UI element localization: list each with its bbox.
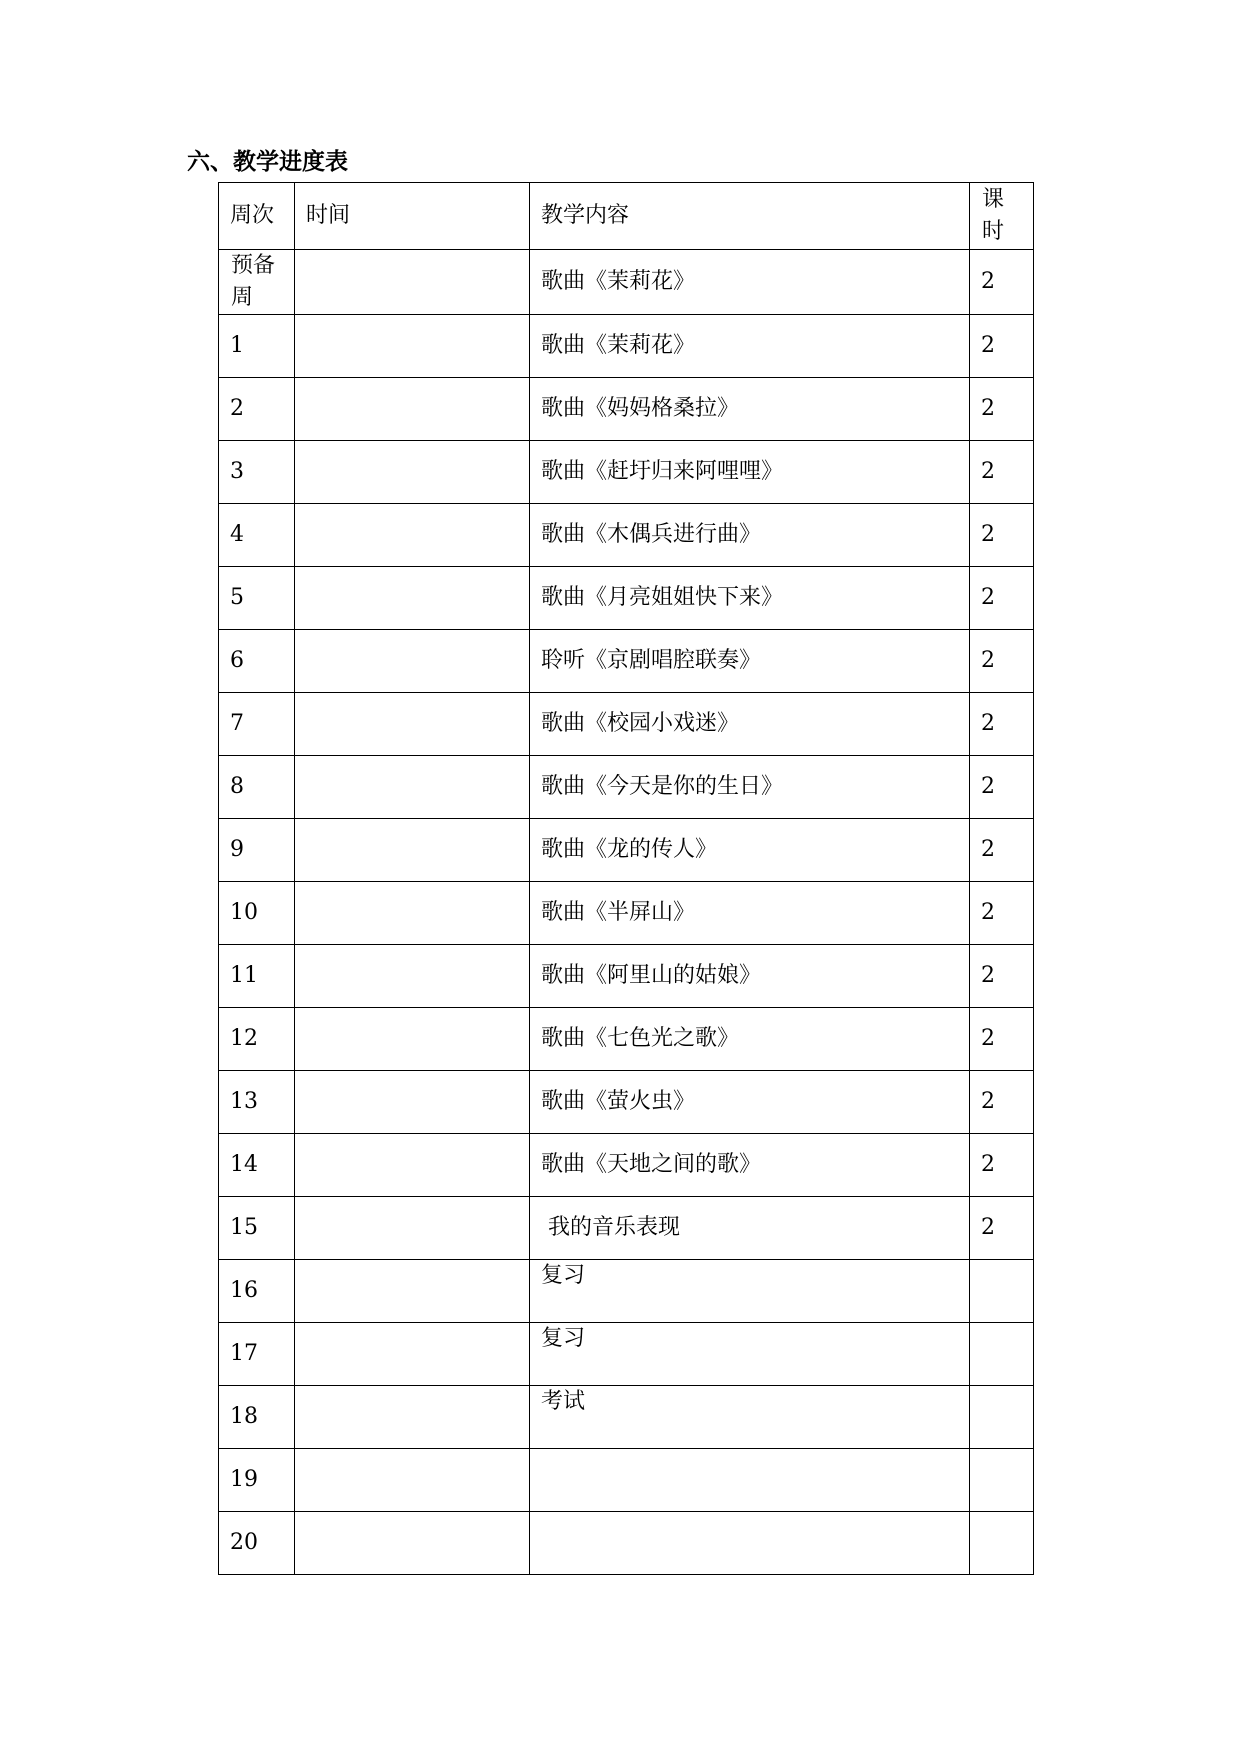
cell-hours: 2: [970, 315, 1034, 378]
cell-week: 20: [219, 1512, 295, 1575]
cell-week: 12: [219, 1008, 295, 1071]
table-row: [219, 819, 1034, 882]
cell-time: [295, 315, 530, 378]
cell-content: 复习: [530, 1260, 970, 1323]
cell-time: [295, 567, 530, 630]
cell-week: 16: [219, 1260, 295, 1323]
table-row: [219, 1386, 1034, 1449]
cell-time: [295, 1008, 530, 1071]
cell-hours: [970, 1323, 1034, 1386]
header-content: 教学内容: [530, 183, 970, 250]
table-row: [219, 945, 1034, 1008]
cell-content: 歌曲《月亮姐姐快下来》: [530, 567, 970, 630]
cell-week: 18: [219, 1386, 295, 1449]
table-row: [219, 504, 1034, 567]
teaching-schedule-table: [218, 182, 1034, 1575]
table-row: [219, 441, 1034, 504]
table-row: [219, 1260, 1034, 1323]
cell-time: [295, 819, 530, 882]
table-row: [219, 378, 1034, 441]
cell-hours: [970, 1512, 1034, 1575]
cell-time: [295, 250, 530, 315]
cell-time: [295, 1386, 530, 1449]
cell-time: [295, 630, 530, 693]
cell-time: [295, 1071, 530, 1134]
cell-time: [295, 441, 530, 504]
cell-week: 15: [219, 1197, 295, 1260]
cell-week: 9: [219, 819, 295, 882]
cell-content: 考试: [530, 1386, 970, 1449]
cell-content: 歌曲《龙的传人》: [530, 819, 970, 882]
cell-content: 复习: [530, 1323, 970, 1386]
cell-content: 聆听《京剧唱腔联奏》: [530, 630, 970, 693]
table-row: [219, 315, 1034, 378]
header-time: 时间: [295, 183, 530, 250]
cell-week: 19: [219, 1449, 295, 1512]
cell-content: [530, 1512, 970, 1575]
cell-content: 歌曲《阿里山的姑娘》: [530, 945, 970, 1008]
cell-content: 我的音乐表现: [530, 1197, 970, 1260]
cell-hours: 2: [970, 504, 1034, 567]
cell-hours: 2: [970, 1008, 1034, 1071]
table-row: [219, 1197, 1034, 1260]
cell-time: [295, 882, 530, 945]
table-row: [219, 1134, 1034, 1197]
cell-content: 歌曲《妈妈格桑拉》: [530, 378, 970, 441]
cell-hours: 2: [970, 250, 1034, 315]
table-row: [219, 693, 1034, 756]
cell-content: 歌曲《七色光之歌》: [530, 1008, 970, 1071]
table-row: [219, 1323, 1034, 1386]
cell-week: 14: [219, 1134, 295, 1197]
cell-hours: 2: [970, 567, 1034, 630]
cell-hours: 2: [970, 945, 1034, 1008]
cell-hours: 2: [970, 693, 1034, 756]
cell-time: [295, 1197, 530, 1260]
table-header-row: [219, 183, 1034, 250]
cell-week: 1: [219, 315, 295, 378]
cell-time: [295, 1323, 530, 1386]
table-row: [219, 1512, 1034, 1575]
header-week: 周次: [219, 183, 295, 250]
cell-week: 6: [219, 630, 295, 693]
header-hours-line2: 时: [982, 219, 1005, 244]
cell-hours: [970, 1260, 1034, 1323]
cell-content: 歌曲《半屏山》: [530, 882, 970, 945]
table-row: [219, 1008, 1034, 1071]
cell-hours: 2: [970, 1071, 1034, 1134]
page-heading: 六、教学进度表: [187, 148, 348, 175]
cell-week: 5: [219, 567, 295, 630]
cell-hours: 2: [970, 1134, 1034, 1197]
cell-content: 歌曲《木偶兵进行曲》: [530, 504, 970, 567]
prep-week-line1: 预备: [231, 253, 276, 278]
cell-content: 歌曲《茉莉花》: [530, 250, 970, 315]
cell-time: [295, 1260, 530, 1323]
table-row: [219, 1071, 1034, 1134]
table-row: [219, 756, 1034, 819]
cell-content: 歌曲《天地之间的歌》: [530, 1134, 970, 1197]
header-hours-line1: 课: [982, 187, 1005, 212]
cell-week: 7: [219, 693, 295, 756]
cell-time: [295, 945, 530, 1008]
table-row-prep-week: [219, 250, 1034, 315]
cell-hours: 2: [970, 630, 1034, 693]
cell-content: 歌曲《今天是你的生日》: [530, 756, 970, 819]
table-row: [219, 882, 1034, 945]
cell-time: [295, 756, 530, 819]
cell-hours: 2: [970, 819, 1034, 882]
cell-time: [295, 693, 530, 756]
cell-week: 2: [219, 378, 295, 441]
cell-hours: 2: [970, 441, 1034, 504]
cell-hours: 2: [970, 1197, 1034, 1260]
prep-week-line2: 周: [231, 285, 254, 310]
cell-content: 歌曲《萤火虫》: [530, 1071, 970, 1134]
cell-content: 歌曲《校园小戏迷》: [530, 693, 970, 756]
cell-content: [530, 1449, 970, 1512]
cell-hours: 2: [970, 756, 1034, 819]
header-hours: [970, 183, 1034, 250]
cell-week: 3: [219, 441, 295, 504]
cell-hours: 2: [970, 882, 1034, 945]
cell-week: [219, 250, 295, 315]
cell-week: 8: [219, 756, 295, 819]
cell-hours: [970, 1449, 1034, 1512]
cell-week: 11: [219, 945, 295, 1008]
table-row: [219, 630, 1034, 693]
cell-content: 歌曲《茉莉花》: [530, 315, 970, 378]
cell-week: 17: [219, 1323, 295, 1386]
table-row: [219, 1449, 1034, 1512]
cell-time: [295, 1449, 530, 1512]
cell-week: 10: [219, 882, 295, 945]
cell-time: [295, 1512, 530, 1575]
cell-week: 4: [219, 504, 295, 567]
cell-time: [295, 378, 530, 441]
cell-hours: 2: [970, 378, 1034, 441]
cell-hours: [970, 1386, 1034, 1449]
cell-week: 13: [219, 1071, 295, 1134]
table-row: [219, 567, 1034, 630]
cell-time: [295, 1134, 530, 1197]
cell-time: [295, 504, 530, 567]
cell-content: 歌曲《赶圩归来阿哩哩》: [530, 441, 970, 504]
